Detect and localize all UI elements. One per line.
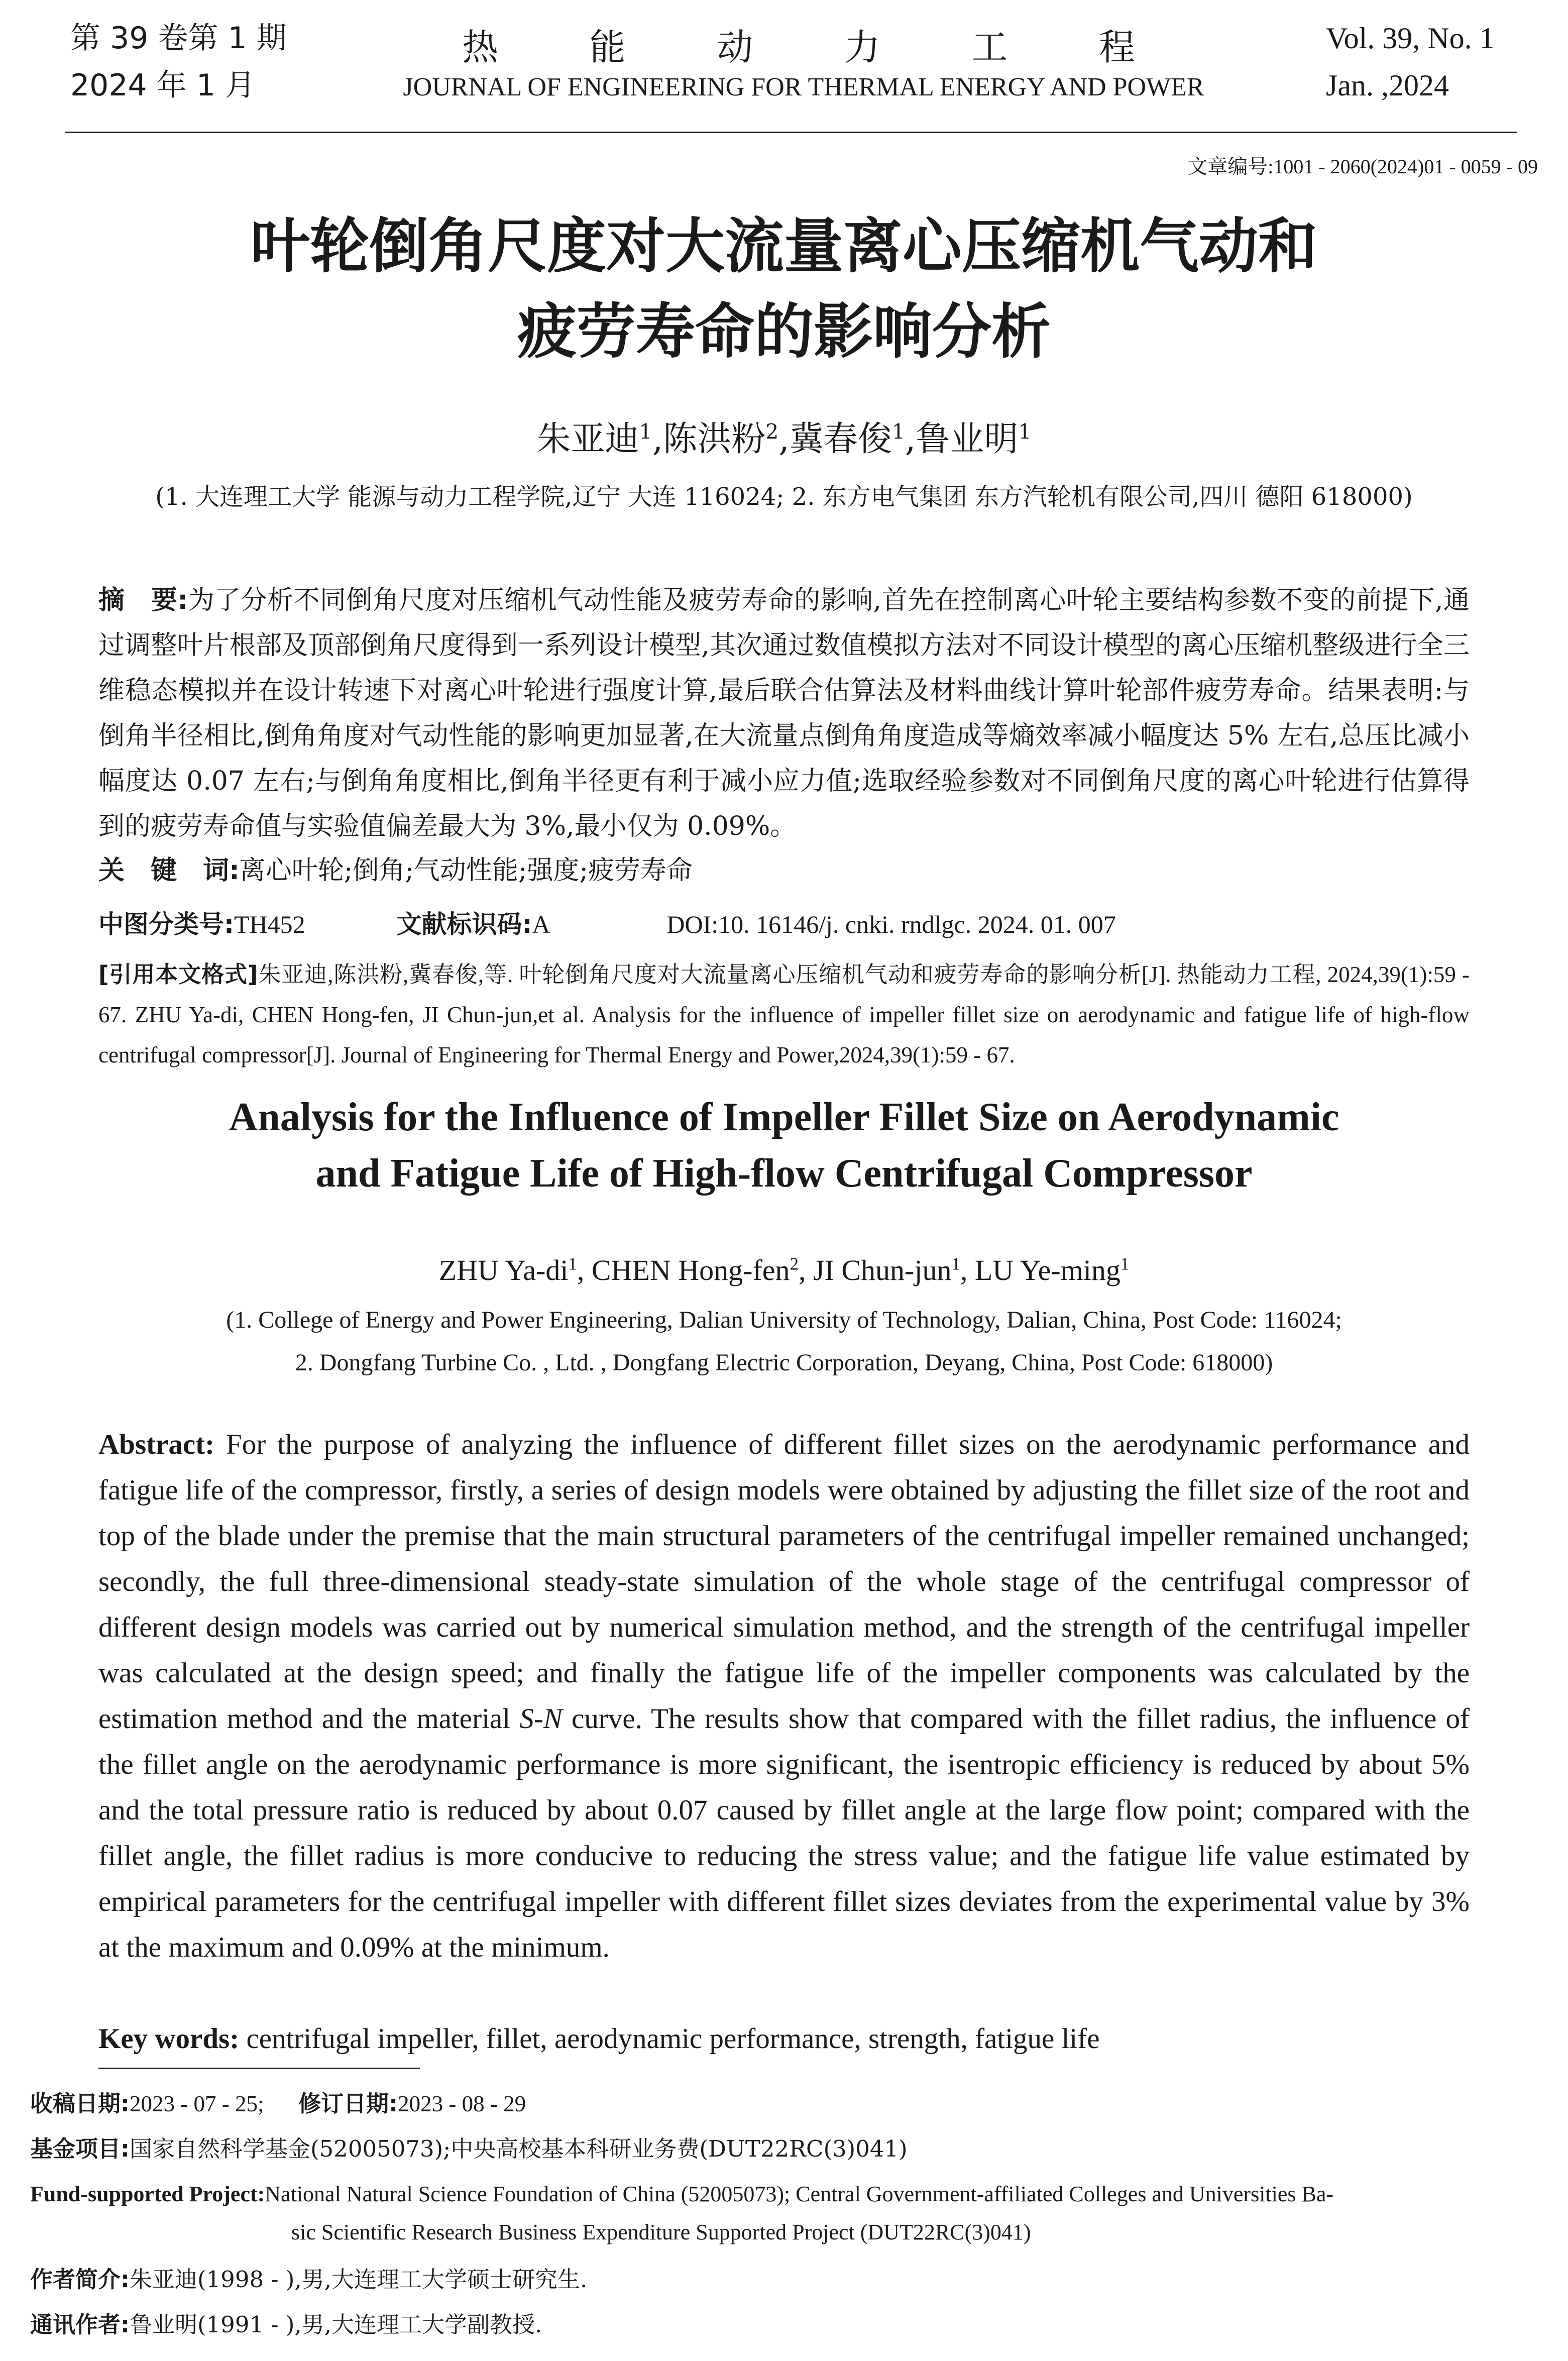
citation-label: [引用本文格式] [98,961,258,988]
title-cn-line2: 疲劳寿命的影响分析 [517,297,1051,366]
abstract-en-label: Abstract: [98,1429,215,1460]
fund-en-line1: National Natural Science Foundation of China (52005073); Central Government-affiliated Colleges and Universities Ba- [265,2182,1334,2206]
corresponding-label: 通讯作者: [30,2311,130,2338]
author-bio-footnote [30,2261,1517,2299]
title-en-line2: and Fatigue Life of High-flow Centrifugal Compressor [315,1151,1253,1196]
author-bio-text: 朱亚迪(1998 - ),男,大连理工大学硕士研究生. [130,2266,588,2293]
abstract-cn-label: 摘 要: [98,585,188,615]
keywords-en-label: Key words: [98,2023,240,2055]
abstract-en-text-part2: curve. The results show that compared with the fillet radius, the influence of the fillet angle on the aerodynamic performance is more significant, the isentropic efficiency is reduced by about 5% and the total pressure ratio is reduced by about 0.07 caused by fillet angle at the large flow point; compared with the fillet angle, the fillet radius is more conducive to reducing the stress value; and the fatigue life value estimated by empirical parameters for the centrifugal impeller with different fillet sizes deviates from the experimental value by 3% at the maximum and 0.09% at the minimum. [98,1703,1470,1963]
citation-text: 朱亚迪,陈洪粉,冀春俊,等. 叶轮倒角尺度对大流量离心压缩机气动和疲劳寿命的影响分析[J]. 热能动力工程, 2024,39(1):59 - 67. ZHU Ya-di, CHEN Hong-fen, JI Chun-jun,et al. Analysis for the influence of impeller fillet size on aerodynamic and fatigue life of high-flow centrifugal compressor[J]. Journal of Engineering for Thermal Energy and Power,2024,39(1):59 - 67. [98,962,1470,1067]
journal-title-cn [462,18,1135,70]
revised-label: 修订日期: [298,2090,398,2117]
author-affil-mark: 1 [891,419,905,444]
fund-cn-footnote [30,2130,1517,2168]
abstract-cn [98,578,1470,849]
journal-char: 程 [1098,26,1135,68]
clc-value: TH452 [234,910,305,938]
received-date: 2023 - 07 - 25; [130,2091,264,2116]
doi: DOI:10. 16146/j. cnki. rndlgc. 2024. 01. 007 [666,910,1116,938]
received-label: 收稿日期: [30,2090,130,2117]
keywords-cn [98,849,1470,887]
author-name-en: CHEN Hong-fen [591,1254,790,1286]
keywords-cn-label: 关 键 词: [98,855,240,886]
classification-line [98,904,1470,940]
footnote-rule [98,2068,420,2069]
fund-en-footnote [30,2175,1487,2251]
fund-cn-text: 国家自然科学基金(52005073);中央高校基本科研业务费(DUT22RC(3)041) [130,2135,908,2162]
corresponding-text: 鲁业明(1991 - ),男,大连理工大学副教授. [130,2311,542,2338]
corresponding-author-footnote [30,2306,1517,2344]
revised-date: 2023 - 08 - 29 [398,2091,526,2116]
authors-en: ZHU $Ya-di^1$, CHEN Hong-fen$^2$, JI Chun-jun$^1$, LU Ye-ming$^1$ [438,1254,1130,1286]
abstract-en-sn-term: S-N [519,1703,563,1735]
author-affil-mark: 1 [951,1254,960,1274]
journal-char: 力 [844,26,880,68]
author-name-en: JI Chun-jun [813,1254,952,1286]
author-bio-label: 作者简介: [30,2266,130,2293]
author-name: 冀春俊 [789,419,892,459]
affiliation-cn: (1. 大连理工大学 能源与动力工程学院,辽宁 大连 116024; 2. 东方电气集团 东方汽轮机有限公司,四川 德阳 618000) [155,483,1413,511]
volume-issue-cn: 第 39 卷第 1 期 [70,21,287,56]
title-en-line1: Analysis for the Influence of Impeller Fillet Size on Aerodynamic [229,1095,1339,1139]
author-affil-mark: 2 [765,419,779,444]
author-name-en: ZHU Ya-di [438,1254,569,1286]
abstract-en [98,1422,1470,1970]
citation-block [98,954,1470,1075]
journal-char: 动 [717,26,753,68]
keywords-en [98,2022,1470,2055]
abstract-en-text-part1: For the purpose of analyzing the influence of different fillet sizes on the aerodynamic performance and fatigue life of the compressor, firstly, a series of design models were obtained by adjusting the fillet size of the root and top of the blade under the premise that the main structural parameters of the centrifugal impeller remained unchanged; secondly, the full three-dimensional steady-state simulation of the whole stage of the centrifugal compressor of different design models was carried out by numerical simulation method, and the strength of the centrifugal impeller was calculated at the design speed; and finally the fatigue life of the impeller components was calculated by the estimation method and the material [98,1429,1470,1735]
author-name: 朱亚迪 [536,419,639,459]
authors-cn: 朱亚迪$^1$,陈洪粉$^2$,冀春俊$^1$,鲁业明$^1$ [536,419,1032,459]
author-name: 鲁业明 [916,419,1019,459]
date-cn: 2024 年 1 月 [70,68,256,103]
affiliation-en-line1: (1. College of Energy and Power Engineering, Dalian University of Technology, Dalian, China, Post Code: 116024; [226,1307,1342,1333]
clc-label: 中图分类号: [98,910,234,939]
header-rule [65,132,1517,133]
fund-en-line2: sic Scientific Research Business Expenditure Supported Project (DUT22RC(3)041) [291,2220,1031,2244]
dates-footnote [30,2085,1517,2123]
journal-char: 热 [462,26,499,68]
article-number: 文章编号:1001 - 2060(2024)01 - 0059 - 09 [1187,155,1538,178]
author-affil-mark: 1 [568,1254,577,1274]
abstract-cn-text: 为了分析不同倒角尺度对压缩机气动性能及疲劳寿命的影响,首先在控制离心叶轮主要结构参数不变的前提下,通过调整叶片根部及顶部倒角尺度得到一系列设计模型,其次通过数值模拟方法对不同设计模型的离心压缩机整级进行全三维稳态模拟并在设计转速下对离心叶轮进行强度计算,最后联合估算法及材料曲线计算叶轮部件疲劳寿命。结果表明:与倒角半径相比,倒角角度对气动性能的影响更加显著,在大流量点倒角角度造成等熵效率减小幅度达 5% 左右,总压比减小幅度达 0.07 左右;与倒角角度相比,倒角半径更有利于减小应力值;选取经验参数对不同倒角尺度的离心叶轮进行估算得到的疲劳寿命值与实验值偏差最大为 3%,最小仅为 0.09%。 [98,585,1470,841]
author-affil-mark: 2 [790,1254,799,1274]
journal-char: 工 [971,26,1008,68]
volume-issue-en: Vol. 39, No. 1 [1326,22,1495,55]
affiliation-en-line2: 2. Dongfang Turbine Co. , Ltd. , Dongfang Electric Corporation, Deyang, China, Post Code: 618000) [295,1349,1273,1376]
author-affil-mark: 1 [639,419,652,444]
author-name-en: LU Ye-ming [974,1254,1121,1286]
date-en: Jan. ,2024 [1326,69,1449,102]
keywords-cn-text: 离心叶轮;倒角;气动性能;强度;疲劳寿命 [239,855,693,886]
journal-title-en: JOURNAL OF ENGINEERING FOR THERMAL ENERGY AND POWER [403,73,1204,101]
fund-cn-label: 基金项目: [30,2135,130,2162]
author-affil-mark: 1 [1018,419,1032,444]
keywords-en-text: centrifugal impeller, fillet, aerodynamic performance, strength, fatigue life [246,2023,1100,2055]
doc-code-value: A [532,910,550,938]
author-name: 陈洪粉 [663,419,766,459]
fund-en-label: Fund-supported Project: [30,2182,265,2206]
title-cn-line1: 叶轮倒角尺度对大流量离心压缩机气动和 [250,211,1317,281]
author-affil-mark: 1 [1120,1254,1130,1274]
doc-code-label: 文献标识码: [396,910,532,939]
journal-char: 能 [589,26,626,68]
